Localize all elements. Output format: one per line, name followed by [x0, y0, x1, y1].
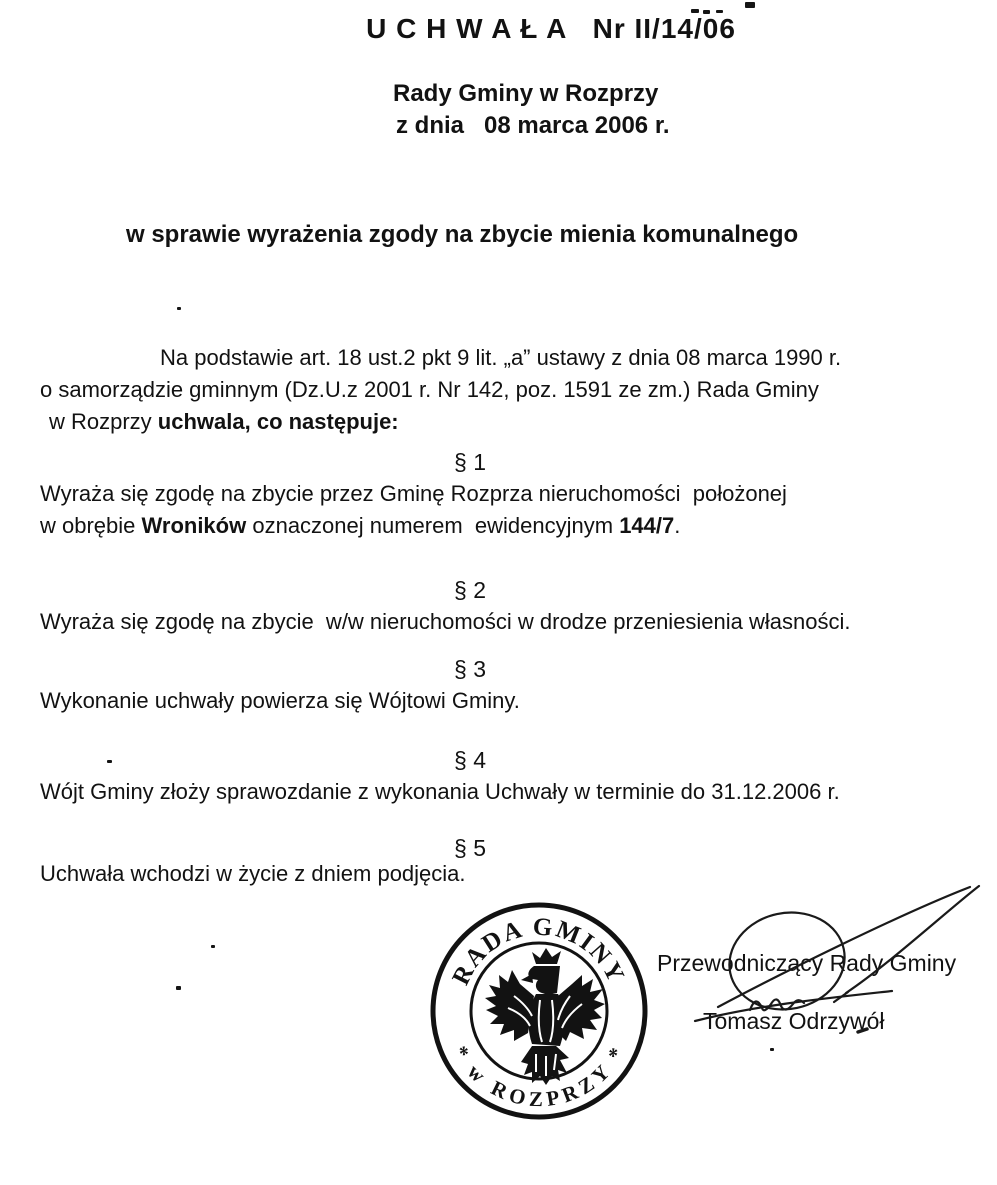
section-4-body: Wójt Gminy złoży sprawozdanie z wykonania Uchwały w terminie do 31.12.2006 r.	[40, 779, 840, 804]
preamble-line-3-bold: uchwala, co następuje:	[157, 409, 399, 434]
polish-eagle-icon	[485, 948, 605, 1085]
issuing-body: Rady Gminy w Rozprzy	[393, 80, 659, 107]
section-3-mark: § 3	[454, 656, 486, 682]
section-1-locality: Wroników	[141, 513, 247, 538]
preamble-line-2: o samorządzie gminnym (Dz.U.z 2001 r. Nr 142, poz. 1591 ze zm.) Rada Gminy	[40, 377, 819, 402]
seal-top-text: RADA GMINY	[447, 913, 631, 990]
section-5-mark: § 5	[454, 835, 486, 861]
section-2-mark: § 2	[454, 577, 486, 603]
preamble-line-3	[49, 409, 399, 435]
scan-speck	[176, 986, 181, 990]
handwritten-signature	[648, 870, 997, 1070]
section-1-seg: w obrębie	[40, 513, 142, 538]
preamble-line-1: Na podstawie art. 18 ust.2 pkt 9 lit. „a” ustawy z dnia 08 marca 1990 r.	[160, 345, 842, 370]
round-seal	[424, 896, 654, 1126]
resolution-subject: w sprawie wyrażenia zgody na zbycie mienia komunalnego	[126, 221, 799, 248]
scan-speck	[107, 760, 112, 763]
scan-speck	[745, 2, 755, 8]
scan-speck	[177, 307, 181, 310]
preamble-line-3-regular: w Rozprzy	[49, 409, 158, 434]
section-5-body: Uchwała wchodzi w życie z dniem podjęcia.	[40, 861, 466, 886]
seal-bottom-text: * w ROZPRZY *	[448, 1041, 630, 1112]
section-1-line-2	[40, 513, 680, 539]
section-4-mark: § 4	[454, 747, 486, 773]
seal-graphic	[424, 896, 654, 1126]
resolution-date: z dnia 08 marca 2006 r.	[396, 112, 670, 139]
signature-strokes	[648, 870, 997, 1070]
signatory-name: Tomasz Odrzywół	[703, 1008, 885, 1034]
signatory-role: Przewodniczący Rady Gminy	[657, 950, 957, 976]
resolution-title: U C H W A Ł A Nr II/14/06	[366, 13, 736, 44]
section-1-parcel-number: 144/7	[619, 513, 675, 538]
section-3-body: Wykonanie uchwały powierza się Wójtowi Gminy.	[40, 688, 520, 713]
section-2-body: Wyraża się zgodę na zbycie w/w nieruchomości w drodze przeniesienia własności.	[40, 609, 851, 634]
scan-speck	[211, 945, 215, 948]
section-1-seg: oznaczonej numerem ewidencyjnym	[246, 513, 620, 538]
section-1-seg: .	[674, 513, 681, 538]
section-1-mark: § 1	[454, 449, 486, 475]
section-1-line-1: Wyraża się zgodę na zbycie przez Gminę Rozprza nieruchomości położonej	[40, 481, 787, 506]
